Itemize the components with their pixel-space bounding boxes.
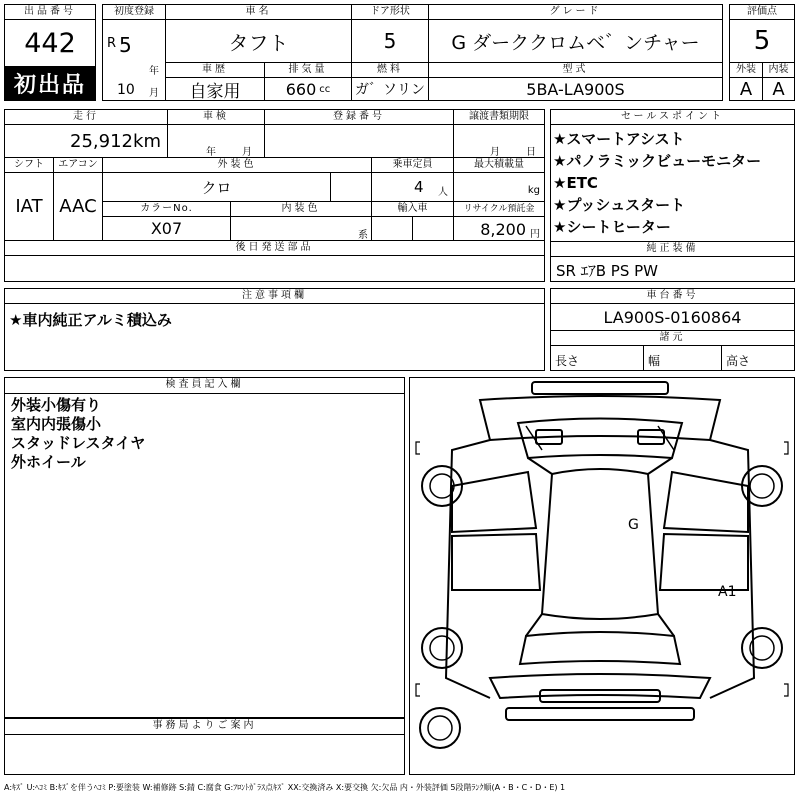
car-diagram: [409, 377, 795, 775]
mileage-unit: km: [133, 131, 161, 152]
capacity-unit: 人: [438, 187, 448, 198]
grade-label: グレード: [428, 4, 723, 20]
bracket-marks: [416, 442, 788, 696]
sales-points-label: セールスポイント: [550, 109, 795, 125]
import-cell-left: [371, 216, 413, 241]
later-parts: [4, 255, 545, 282]
interior-label: 内装: [762, 62, 795, 78]
recycle-unit: 円: [530, 229, 540, 240]
left-rear-door-shape: [452, 534, 540, 590]
exterior-color-label: 外装色: [102, 157, 372, 173]
mileage: [4, 124, 168, 158]
ac: AAC: [53, 172, 103, 241]
inspection: [167, 124, 265, 158]
transfer-deadline: [453, 124, 545, 158]
plate-number: [264, 124, 454, 158]
spare-wheel: [420, 708, 460, 748]
chassis-number: LA900S-0160864: [550, 303, 795, 331]
inspector-line: 外装小傷有り: [11, 396, 102, 414]
exterior-color-extra: [330, 172, 372, 202]
history: 自家用: [165, 77, 265, 101]
inspector-notes: [4, 393, 405, 718]
score: 5: [729, 19, 795, 63]
interior-grade: A: [762, 77, 795, 101]
shift-label: シフト: [4, 157, 54, 173]
lot-number: 442: [4, 19, 96, 67]
sales-point-item: ★シートヒーター: [553, 218, 671, 236]
transfer-day-unit: 日: [526, 147, 536, 158]
inspector-line: 外ホイール: [11, 453, 86, 471]
chassis-label: 車台番号: [550, 288, 795, 304]
front-glass-shape: [518, 419, 682, 459]
displacement: [264, 77, 352, 101]
ac-label: エアコン: [53, 157, 103, 173]
lot-number-label: 出品番号: [4, 4, 96, 20]
plate-label: 登録番号: [264, 109, 454, 125]
rear-glass-shape: [520, 632, 680, 664]
exterior-grade: A: [729, 77, 763, 101]
dimension-width: 幅: [643, 345, 722, 371]
transfer-month-unit: 月: [490, 147, 500, 158]
inspector-line: 室内内張傷小: [11, 415, 102, 433]
recycle-label: リサイクル預託金: [453, 201, 545, 217]
tailgate-shape: [490, 674, 710, 698]
dimension-length: 長さ: [550, 345, 644, 371]
notes: ★車内純正アルミ積込み: [4, 303, 545, 371]
right-rear-door-shape: [660, 534, 748, 590]
transfer-deadline-label: 譲渡書類期限: [453, 109, 545, 125]
capacity-label: 乗車定員: [371, 157, 454, 173]
office-label: 事務局よりご案内: [4, 718, 405, 735]
rear-left-wheel: [422, 628, 462, 668]
registration-year-unit: 年: [149, 66, 159, 77]
inspection-year-unit: 年: [206, 147, 216, 158]
legend: A:ｷｽﾞ U:ﾍｺﾐ B:ｷｽﾞを伴うﾍｺﾐ P:要塗装 W:補修跡 S:錆 C:腐食 G:ﾌﾛﾝﾄｶﾞﾗｽ点ｷｽﾞ XX:交換済み X:要交換 欠:欠品 内・外装評価 5段階ﾗﾝｸ順(A・B・C・D・E) 1: [4, 783, 566, 792]
office-notes: [4, 734, 405, 775]
sales-point-item: ★プッシュスタート: [553, 196, 686, 214]
model-label: 型式: [428, 62, 723, 78]
max-load-unit: kg: [527, 185, 540, 196]
inspector-line: スタッドレスタイヤ: [11, 434, 146, 452]
sales-point-item: ★パノラミックビューモニター: [553, 152, 762, 170]
later-parts-label: 後日発送部品: [4, 240, 545, 256]
notes-label: 注意事項欄: [4, 288, 545, 304]
capacity: [371, 172, 454, 202]
rear-right-wheel: [742, 628, 782, 668]
left-front-door-shape: [452, 472, 536, 532]
shift: IAT: [4, 172, 54, 241]
right-front-door-shape: [664, 472, 748, 532]
registration-year: 5: [119, 33, 132, 57]
interior-color: [230, 216, 372, 241]
model-code: 5BA-LA900S: [428, 77, 723, 101]
inspection-label: 車検: [167, 109, 265, 125]
sales-point-item: ★スマートアシスト: [553, 130, 685, 148]
roof-shape: [542, 469, 658, 619]
dimensions-label: 諸元: [550, 330, 795, 346]
car-body-outline: [410, 378, 794, 774]
interior-color-unit: 系: [358, 230, 368, 241]
fuel-label: 燃料: [351, 62, 429, 78]
score-label: 評価点: [729, 4, 795, 20]
displacement-unit: cc: [319, 83, 331, 95]
inspection-month-unit: 月: [242, 147, 252, 158]
max-load-label: 最大積載量: [453, 157, 545, 173]
first-registration: [102, 19, 166, 101]
damage-mark: G: [628, 517, 639, 533]
inspector-label: 検査員記入欄: [4, 377, 405, 394]
door-count: 5: [351, 19, 429, 63]
equipment-label: 純正装備: [550, 241, 795, 257]
car-name-label: 車名: [165, 4, 352, 20]
recycle-value: 8,200: [480, 220, 526, 239]
exterior-label: 外装: [729, 62, 763, 78]
damage-mark: A1: [718, 584, 737, 600]
max-load: [453, 172, 545, 202]
dimension-height: 高さ: [721, 345, 795, 371]
displacement-value: 660: [285, 79, 317, 99]
import-cell-right: [412, 216, 454, 241]
sales-point-item: ★ETC: [553, 174, 598, 192]
displacement-label: 排気量: [264, 62, 352, 78]
color-no: X07: [102, 216, 231, 241]
capacity-value: 4: [414, 178, 424, 196]
front-bumper-shape: [532, 382, 668, 394]
mileage-label: 走行: [4, 109, 168, 125]
door-label: ドア形状: [351, 4, 429, 20]
fuel: ガ゛ソリン: [351, 77, 429, 101]
registration-month: 10: [117, 82, 135, 98]
rear-bumper-shape: [506, 708, 694, 720]
equipment: SR ｴｱB PS PW: [550, 256, 795, 282]
sales-points: [550, 124, 795, 242]
pillar-shape: [526, 458, 674, 636]
interior-color-label: 内装色: [230, 201, 372, 217]
first-registration-label: 初度登録: [102, 4, 166, 20]
registration-month-unit: 月: [149, 88, 159, 99]
grade: G ダーククロムベ゛ンチャー: [428, 19, 723, 63]
first-listing-badge: 初出品: [4, 66, 96, 101]
import-label: 輸入車: [371, 201, 454, 217]
mileage-value: 25,912: [70, 131, 133, 152]
color-no-label: カラーNo.: [102, 201, 231, 217]
history-label: 車歴: [165, 62, 265, 78]
recycle-fee: [453, 216, 545, 241]
registration-era: R: [107, 36, 117, 51]
exterior-color: クロ: [102, 172, 331, 202]
car-name: タフト: [165, 19, 352, 63]
